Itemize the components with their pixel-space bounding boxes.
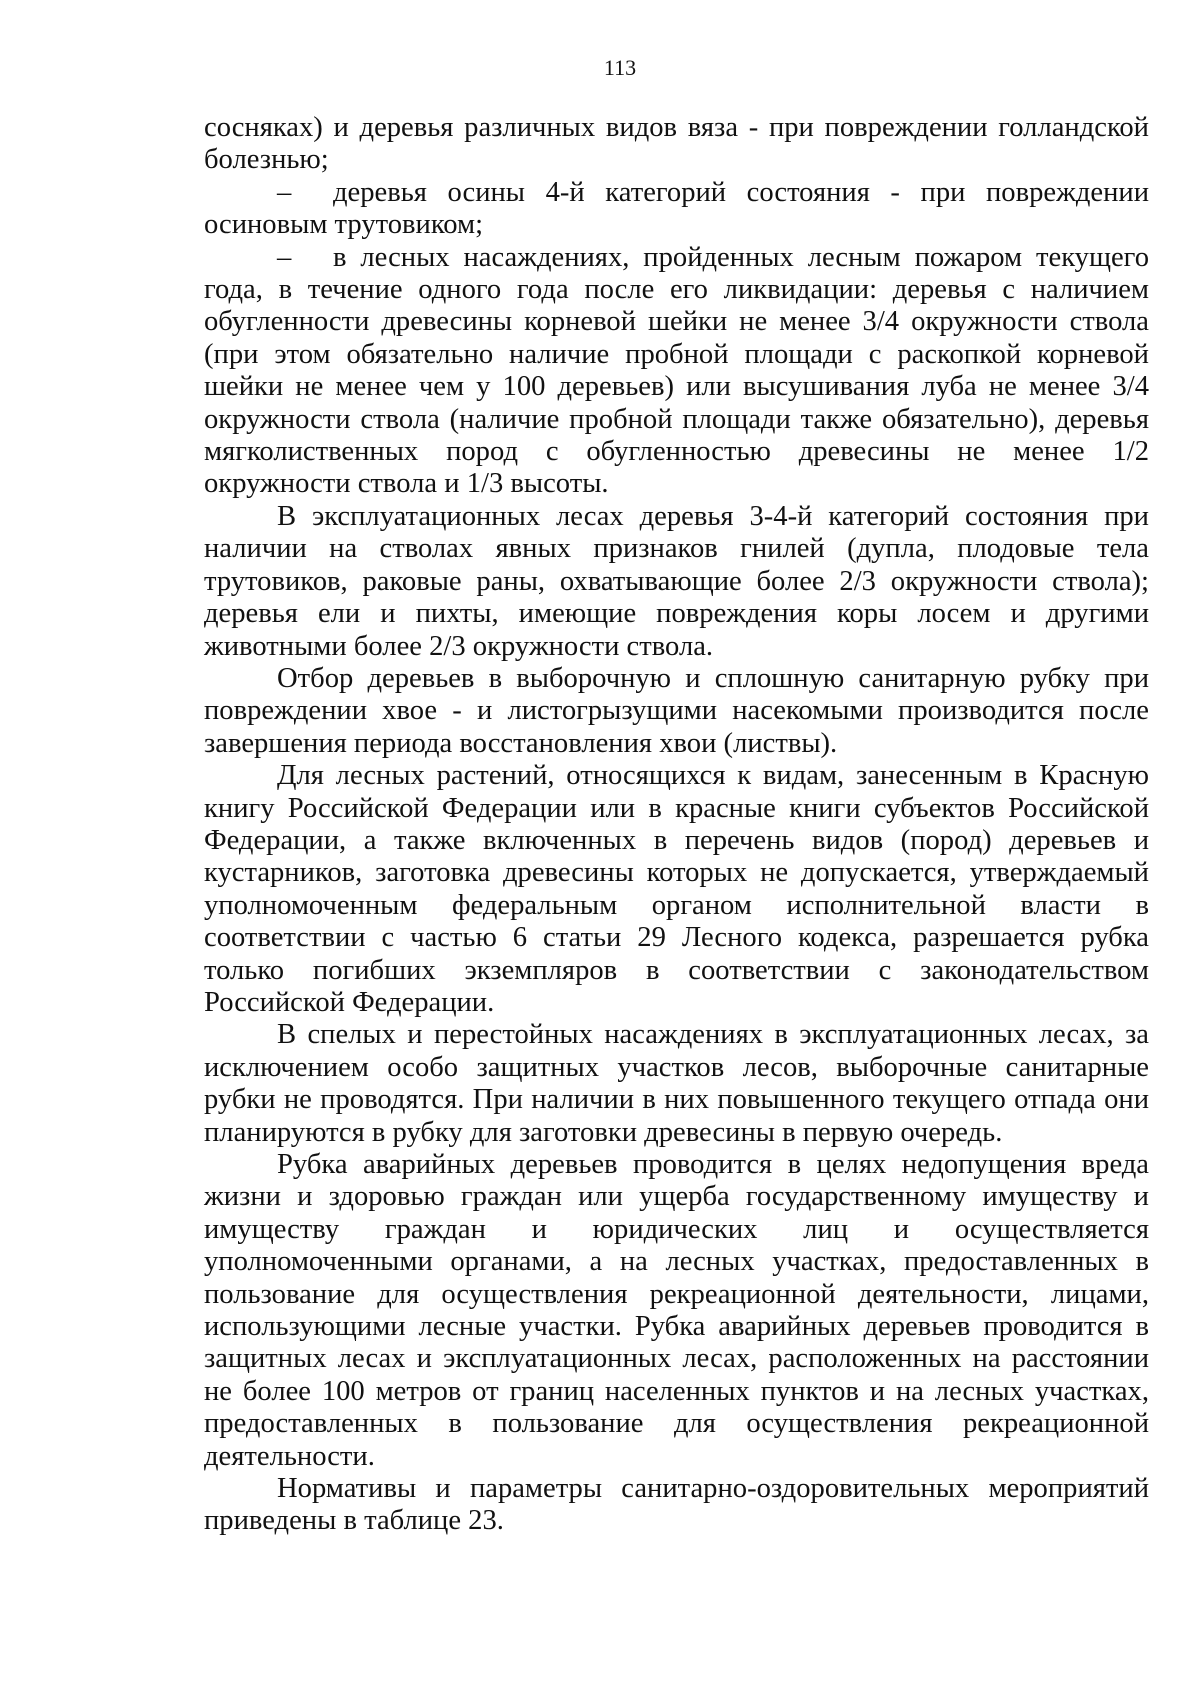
dash-bullet-icon: – [277, 176, 292, 208]
list-item-text: в лесных насаждениях, пройденных лесным пожаром текущего года, в течение одного года после его ликвидации: деревья с наличием обугленности древесины корневой шейки не менее 3/4 окружности ствола (при этом обязательно наличие пробной площади с раскопкой корневой шейки не менее чем у 100 деревьев) или высушивания луба не менее 3/4 окружности ствола (наличие пробной площади также обязательно), деревья мягколиственных пород с обугленностью древесины не менее 1/2 окружности ствола и 1/3 высоты. [204, 241, 1149, 500]
paragraph: В спелых и перестойных насаждениях в эксплуатационных лесах, за исключением особо защитных участков лесов, выборочные санитарные рубки не проводятся. При наличии в них повышенного текущего отпада они планируются в рубку для заготовки древесины в первую очередь. [204, 1019, 1149, 1148]
paragraph: Для лесных растений, относящихся к видам, занесенным в Красную книгу Российской Федерации или в красные книги субъектов Российской Федерации, а также включенных в перечень видов (пород) деревьев и кустарников, заготовка древесины которых не допускается, утверждаемый уполномоченным федеральным органом исполнительной власти в соответствии с частью 6 статьи 29 Лесного кодекса, разрешается рубка только погибших экземпляров в соответствии с законодательством Российской Федерации. [204, 760, 1149, 1018]
paragraph: Отбор деревьев в выборочную и сплошную санитарную рубку при повреждении хвое - и листогрызущими насекомыми производится после завершения периода восстановления хвои (листвы). [204, 662, 1149, 759]
paragraph: В эксплуатационных лесах деревья 3-4-й категорий состояния при наличии на стволах явных признаков гнилей (дупла, плодовые тела трутовиков, раковые раны, охватывающие более 2/3 окружности ствола); деревья ели и пихты, имеющие повреждения коры лосем и другими животными более 2/3 окружности ствола. [204, 500, 1149, 662]
list-item [204, 177, 1149, 242]
page-number: 113 [603, 55, 637, 80]
dash-bullet-icon: – [277, 241, 292, 273]
paragraph: сосняках) и деревья различных видов вяза - при повреждении голландской болезнью; [204, 112, 1149, 176]
list-item-text: деревья осины 4-й категорий состояния - при повреждении осиновым трутовиком; [204, 176, 1149, 241]
document-body [204, 112, 1149, 1538]
list-item [204, 242, 1149, 501]
paragraph: Нормативы и параметры санитарно-оздоровительных мероприятий приведены в таблице 23. [204, 1473, 1149, 1537]
paragraph: Рубка аварийных деревьев проводится в целях недопущения вреда жизни и здоровью граждан или ущерба государственному имуществу и имуществу граждан и юридических лиц и осуществляется уполномоченными органами, а на лесных участках, предоставленных в пользование для осуществления рекреационной деятельности, лицами, использующими лесные участки. Рубка аварийных деревьев проводится в защитных лесах и эксплуатационных лесах, расположенных на расстоянии не более 100 метров от границ населенных пунктов и на лесных участках, предоставленных в пользование для осуществления рекреационной деятельности. [204, 1149, 1149, 1472]
